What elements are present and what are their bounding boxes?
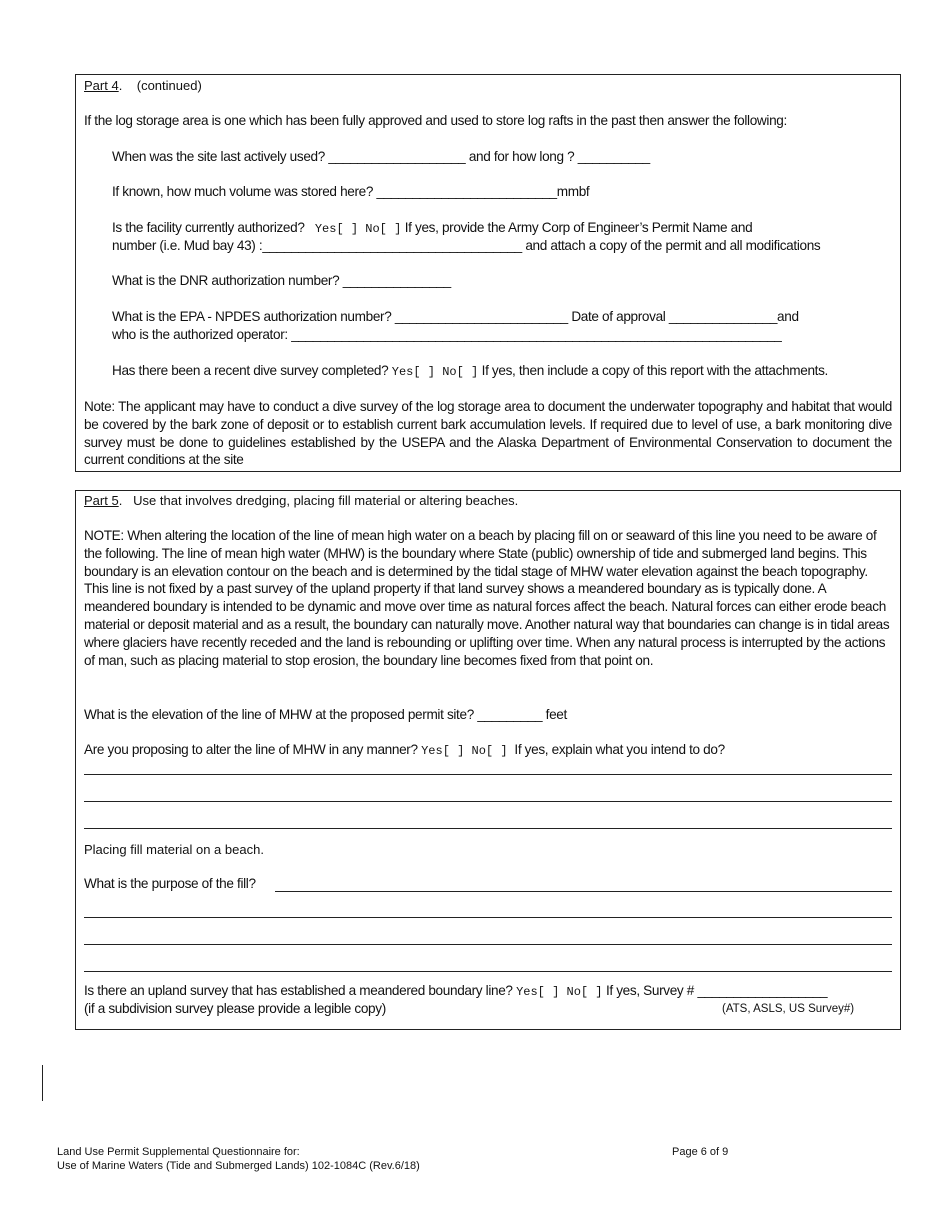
margin-bar <box>42 1065 43 1101</box>
question-alter-mhw <box>84 741 725 760</box>
answer-line-alter-1[interactable] <box>84 774 892 775</box>
upland-yes-no-checkboxes[interactable]: Yes[ ] No[ ] <box>516 985 603 999</box>
part4-label: Part 4 <box>84 78 119 93</box>
answer-line-alter-3[interactable] <box>84 828 892 829</box>
answer-line-purpose[interactable] <box>275 891 892 892</box>
alter-yes-no-checkboxes[interactable]: Yes[ ] No[ ] <box>421 744 508 758</box>
question-authorized <box>112 219 752 238</box>
question-authorized-permit[interactable]: number (i.e. Mud bay 43) :____________________________________ and attach a copy of the permit and all modifications <box>112 238 821 253</box>
fill-heading: Placing fill material on a beach. <box>84 842 264 857</box>
question-authorized-text: Is the facility currently authorized? <box>112 220 305 235</box>
answer-line-alter-2[interactable] <box>84 801 892 802</box>
survey-number-field[interactable]: If yes, Survey # __________________ <box>605 983 828 998</box>
footer-form-title <box>57 1145 420 1173</box>
part5-note: NOTE: When altering the location of the line of mean high water on a beach by placing fill on or seaward of this line you need to be aware of the following. The line of mean high water (MHW) is the boundary where State (public) ownership of tide and submerged land begins. This boundary is an elevation contour on the beach and is determined by the tidal stage of MHW water elevation against the beach topography. This line is not fixed by a past survey of the upland property if that land survey shows a meandered boundary as is typically done. A meandered boundary is intended to be dynamic and move over time as natural forces affect the beach. Natural forces can either erode beach material or deposit material and as a result, the boundary can naturally move. Another natural way that boundaries can change is in tidal areas where glaciers have recently receded and the land is rebounding or uplifting over time. When any natural process is interrupted by the actions of man, such as placing material to stop erosion, the boundary line becomes fixed from that point on. <box>84 528 890 668</box>
part5-section <box>75 490 901 1030</box>
footer-line-2: Use of Marine Waters (Tide and Submerged Lands) 102-1084C (Rev.6/18) <box>57 1160 420 1172</box>
survey-types: (ATS, ASLS, US Survey#) <box>722 1003 855 1015</box>
question-dnr-number[interactable]: What is the DNR authorization number? _______________ <box>112 273 451 288</box>
question-volume[interactable]: If known, how much volume was stored here? _________________________mmbf <box>112 184 590 199</box>
question-upland-note: (if a subdivision survey please provide a legible copy) <box>84 1001 386 1016</box>
question-authorized-operator[interactable]: who is the authorized operator: ____________________________________________________________________ <box>112 327 782 342</box>
part4-note: Note: The applicant may have to conduct a dive survey of the log storage area to document the underwater topography and habitat that would be covered by the bark zone of deposit or to establish current bark accumulation levels. If required due to level of use, a bark monitoring dive survey must be done to guidelines established by the USEPA and the Alaska Department of Environmental Conservation to document the current conditions at the site <box>84 399 892 468</box>
part4-section <box>75 74 901 472</box>
question-dive-survey <box>112 362 828 381</box>
part4-intro: If the log storage area is one which has been fully approved and used to store log rafts in the past then answer the following: <box>84 113 787 128</box>
question-authorized-followup: If yes, provide the Army Corp of Engineer’s Permit Name and <box>404 220 753 235</box>
part5-heading: Part 5. Use that involves dredging, placing fill material or altering beaches. <box>84 493 519 508</box>
part5-label: Part 5 <box>84 493 119 508</box>
question-alter-text: Are you proposing to alter the line of MHW in any manner? <box>84 742 418 757</box>
question-fill-purpose: What is the purpose of the fill? <box>84 876 256 891</box>
question-alter-followup: If yes, explain what you intend to do? <box>514 742 725 757</box>
dive-yes-no-checkboxes[interactable]: Yes[ ] No[ ] <box>391 365 479 379</box>
question-dive-followup: If yes, then include a copy of this report with the attachments. <box>481 363 828 378</box>
question-epa-number[interactable]: What is the EPA - NPDES authorization number? ________________________ Date of approval _______________and <box>112 309 799 324</box>
question-dive-text: Has there been a recent dive survey completed? <box>112 363 389 378</box>
answer-line-purpose-3[interactable] <box>84 944 892 945</box>
question-last-used[interactable]: When was the site last actively used? ___________________ and for how long ? __________ <box>112 149 650 164</box>
part5-title: Use that involves dredging, placing fill material or altering beaches. <box>133 493 519 508</box>
answer-line-purpose-2[interactable] <box>84 917 892 918</box>
part4-continued: (continued) <box>136 78 202 93</box>
authorized-yes-no-checkboxes[interactable]: Yes[ ] No[ ] <box>314 222 402 236</box>
footer-line-1: Land Use Permit Supplemental Questionnaire for: <box>57 1146 300 1158</box>
question-upland-survey <box>84 982 827 1001</box>
part4-heading: Part 4. (continued) <box>84 78 202 93</box>
page-number: Page 6 of 9 <box>672 1146 729 1158</box>
question-upland-text: Is there an upland survey that has established a meandered boundary line? <box>84 983 513 998</box>
question-mhw-elevation[interactable]: What is the elevation of the line of MHW at the proposed permit site? _________ feet <box>84 707 567 722</box>
answer-line-purpose-4[interactable] <box>84 971 892 972</box>
